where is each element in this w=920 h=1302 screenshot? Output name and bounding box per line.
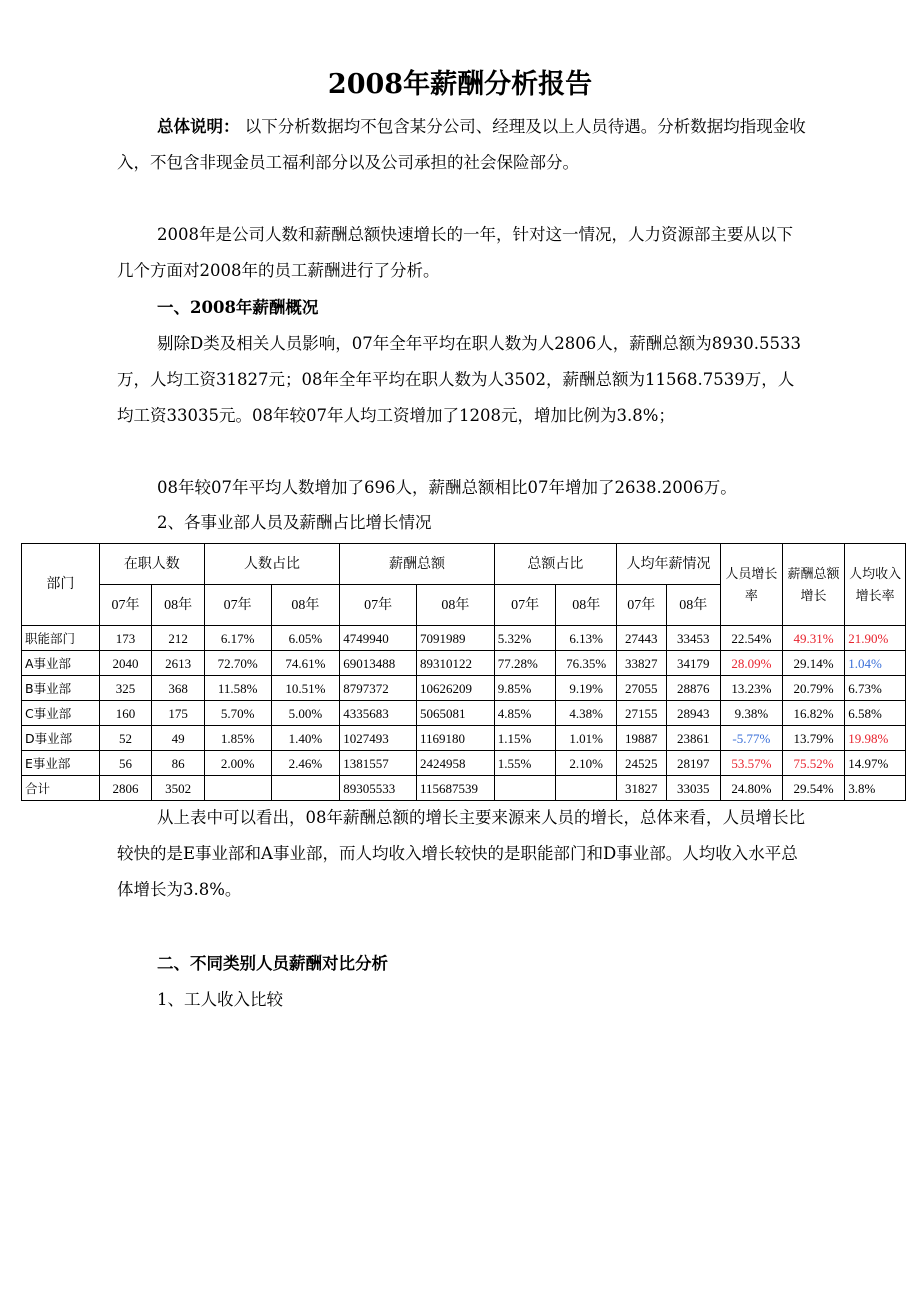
cell-headcount-08: 2613	[152, 651, 205, 676]
cell-dept: 合计	[22, 776, 100, 801]
cell-staff-growth: 13.23%	[721, 676, 783, 701]
cell-total-share-07: 9.85%	[494, 676, 556, 701]
cell-headcount-07: 56	[99, 751, 152, 776]
table-row	[22, 676, 906, 701]
cell-share-08	[271, 776, 340, 801]
header-year-07: 07年	[204, 585, 271, 626]
header-year-07: 07年	[494, 585, 556, 626]
cell-salary-08: 10626209	[416, 676, 494, 701]
table-row	[22, 776, 906, 801]
cell-avg-07: 27155	[617, 701, 667, 726]
cell-avg-08: 23861	[666, 726, 721, 751]
cell-avg-08: 33035	[666, 776, 721, 801]
header-total-share: 总额占比	[494, 544, 616, 585]
cell-total-share-08: 1.01%	[556, 726, 617, 751]
cell-avg-growth: 21.90%	[845, 626, 906, 651]
cell-total-share-08: 6.13%	[556, 626, 617, 651]
cell-staff-growth: 24.80%	[721, 776, 783, 801]
cell-salary-growth: 49.31%	[782, 626, 845, 651]
header-year-08: 08年	[556, 585, 617, 626]
header-salary-total: 薪酬总额	[340, 544, 495, 585]
intro-text: 以下分析数据均不包含某分公司、经理及以上人员待遇。分析数据均指现金收入，不包含非现金员工福利部分以及公司承担的社会保险部分。	[117, 117, 806, 172]
cell-share-08: 10.51%	[271, 676, 340, 701]
cell-share-07: 6.17%	[204, 626, 271, 651]
cell-staff-growth: 28.09%	[721, 651, 783, 676]
cell-total-share-08	[556, 776, 617, 801]
cell-headcount-08: 3502	[152, 776, 205, 801]
paragraph-3: 08年较07年平均人数增加了696人，薪酬总额相比07年增加了2638.2006万。	[157, 478, 737, 497]
cell-salary-08: 89310122	[416, 651, 494, 676]
cell-staff-growth: 9.38%	[721, 701, 783, 726]
cell-headcount-08: 86	[152, 751, 205, 776]
salary-table	[21, 543, 906, 801]
cell-headcount-08: 49	[152, 726, 205, 751]
cell-salary-growth: 13.79%	[782, 726, 845, 751]
cell-share-08: 2.46%	[271, 751, 340, 776]
cell-share-07: 1.85%	[204, 726, 271, 751]
cell-headcount-07: 173	[99, 626, 152, 651]
cell-salary-07: 1027493	[340, 726, 417, 751]
cell-avg-growth: 1.04%	[845, 651, 906, 676]
table-row	[22, 751, 906, 776]
header-staff-growth: 人员增长率	[721, 544, 783, 626]
subheading-2: 2、各事业部人员及薪酬占比增长情况	[157, 513, 432, 532]
cell-headcount-07: 2040	[99, 651, 152, 676]
cell-dept: B事业部	[22, 676, 100, 701]
header-year-08: 08年	[152, 585, 205, 626]
cell-headcount-08: 212	[152, 626, 205, 651]
cell-headcount-07: 325	[99, 676, 152, 701]
cell-salary-08: 2424958	[416, 751, 494, 776]
cell-salary-07: 69013488	[340, 651, 417, 676]
cell-share-08: 5.00%	[271, 701, 340, 726]
cell-total-share-07: 1.55%	[494, 751, 556, 776]
header-dept: 部门	[22, 544, 100, 626]
intro-label: 总体说明：	[157, 117, 240, 136]
header-salary-growth: 薪酬总额增长	[782, 544, 845, 626]
cell-dept: E事业部	[22, 751, 100, 776]
cell-staff-growth: 53.57%	[721, 751, 783, 776]
cell-share-08: 6.05%	[271, 626, 340, 651]
header-headcount-share: 人数占比	[204, 544, 339, 585]
cell-salary-07: 8797372	[340, 676, 417, 701]
cell-avg-growth: 3.8%	[845, 776, 906, 801]
section-1-heading: 一、2008年薪酬概况	[157, 298, 319, 317]
cell-dept: C事业部	[22, 701, 100, 726]
intro-paragraph	[117, 109, 807, 181]
cell-share-07: 72.70%	[204, 651, 271, 676]
cell-headcount-08: 175	[152, 701, 205, 726]
cell-total-share-08: 76.35%	[556, 651, 617, 676]
cell-dept: D事业部	[22, 726, 100, 751]
cell-avg-growth: 19.98%	[845, 726, 906, 751]
cell-avg-08: 28197	[666, 751, 721, 776]
cell-avg-08: 28943	[666, 701, 721, 726]
table-header-row	[22, 544, 906, 585]
cell-avg-07: 27443	[617, 626, 667, 651]
cell-salary-07: 1381557	[340, 751, 417, 776]
cell-share-07: 2.00%	[204, 751, 271, 776]
cell-salary-08: 7091989	[416, 626, 494, 651]
paragraph-2: 剔除D类及相关人员影响，07年全年平均在职人数为人2806人，薪酬总额为8930.5533万，人均工资31827元；08年全年平均在职人数为人3502，薪酬总额为11568.7539万，人均工资33035元。08年较07年人均工资增加了1208元，增加比例为3.8%；	[117, 334, 801, 425]
cell-salary-08: 5065081	[416, 701, 494, 726]
header-year-08: 08年	[666, 585, 721, 626]
paragraph-1: 2008年是公司人数和薪酬总额快速增长的一年，针对这一情况，人力资源部主要从以下几个方面对2008年的员工薪酬进行了分析。	[117, 225, 793, 280]
cell-avg-08: 33453	[666, 626, 721, 651]
cell-dept: A事业部	[22, 651, 100, 676]
cell-staff-growth: 22.54%	[721, 626, 783, 651]
cell-total-share-07	[494, 776, 556, 801]
cell-salary-07: 89305533	[340, 776, 417, 801]
cell-avg-07: 19887	[617, 726, 667, 751]
cell-avg-07: 33827	[617, 651, 667, 676]
cell-share-07	[204, 776, 271, 801]
header-headcount: 在职人数	[99, 544, 204, 585]
header-year-08: 08年	[416, 585, 494, 626]
cell-share-07: 11.58%	[204, 676, 271, 701]
cell-avg-08: 28876	[666, 676, 721, 701]
cell-avg-08: 34179	[666, 651, 721, 676]
section-2-heading: 二、不同类别人员薪酬对比分析	[157, 954, 388, 973]
cell-salary-08: 1169180	[416, 726, 494, 751]
cell-salary-07: 4335683	[340, 701, 417, 726]
cell-salary-growth: 20.79%	[782, 676, 845, 701]
cell-staff-growth: -5.77%	[721, 726, 783, 751]
header-year-08: 08年	[271, 585, 340, 626]
table-row	[22, 651, 906, 676]
cell-headcount-08: 368	[152, 676, 205, 701]
report-title: 2008年薪酬分析报告	[327, 69, 593, 100]
cell-total-share-07: 77.28%	[494, 651, 556, 676]
cell-total-share-08: 9.19%	[556, 676, 617, 701]
header-year-07: 07年	[340, 585, 417, 626]
cell-total-share-08: 2.10%	[556, 751, 617, 776]
cell-headcount-07: 2806	[99, 776, 152, 801]
table-row	[22, 726, 906, 751]
cell-avg-07: 24525	[617, 751, 667, 776]
cell-share-08: 1.40%	[271, 726, 340, 751]
cell-salary-growth: 29.14%	[782, 651, 845, 676]
cell-salary-07: 4749940	[340, 626, 417, 651]
header-year-07: 07年	[617, 585, 667, 626]
paragraph-4: 从上表中可以看出，08年薪酬总额的增长主要来源来人员的增长，总体来看，人员增长比较快的是E事业部和A事业部，而人均收入增长较快的是职能部门和D事业部。人均收入水平总体增长为3.8%。	[117, 808, 805, 899]
cell-avg-growth: 6.73%	[845, 676, 906, 701]
cell-share-07: 5.70%	[204, 701, 271, 726]
cell-dept: 职能部门	[22, 626, 100, 651]
cell-avg-07: 31827	[617, 776, 667, 801]
cell-avg-07: 27055	[617, 676, 667, 701]
cell-salary-growth: 75.52%	[782, 751, 845, 776]
cell-total-share-07: 1.15%	[494, 726, 556, 751]
table-row	[22, 626, 906, 651]
header-avg-salary: 人均年薪情况	[617, 544, 721, 585]
cell-avg-growth: 6.58%	[845, 701, 906, 726]
cell-total-share-07: 5.32%	[494, 626, 556, 651]
header-avg-growth: 人均收入增长率	[845, 544, 906, 626]
cell-avg-growth: 14.97%	[845, 751, 906, 776]
cell-headcount-07: 160	[99, 701, 152, 726]
cell-share-08: 74.61%	[271, 651, 340, 676]
header-year-07: 07年	[99, 585, 152, 626]
cell-salary-growth: 29.54%	[782, 776, 845, 801]
cell-total-share-07: 4.85%	[494, 701, 556, 726]
subheading-3: 1、工人收入比较	[157, 990, 283, 1009]
cell-salary-growth: 16.82%	[782, 701, 845, 726]
cell-total-share-08: 4.38%	[556, 701, 617, 726]
cell-salary-08: 115687539	[416, 776, 494, 801]
cell-headcount-07: 52	[99, 726, 152, 751]
table-body	[22, 626, 906, 801]
table-row	[22, 701, 906, 726]
